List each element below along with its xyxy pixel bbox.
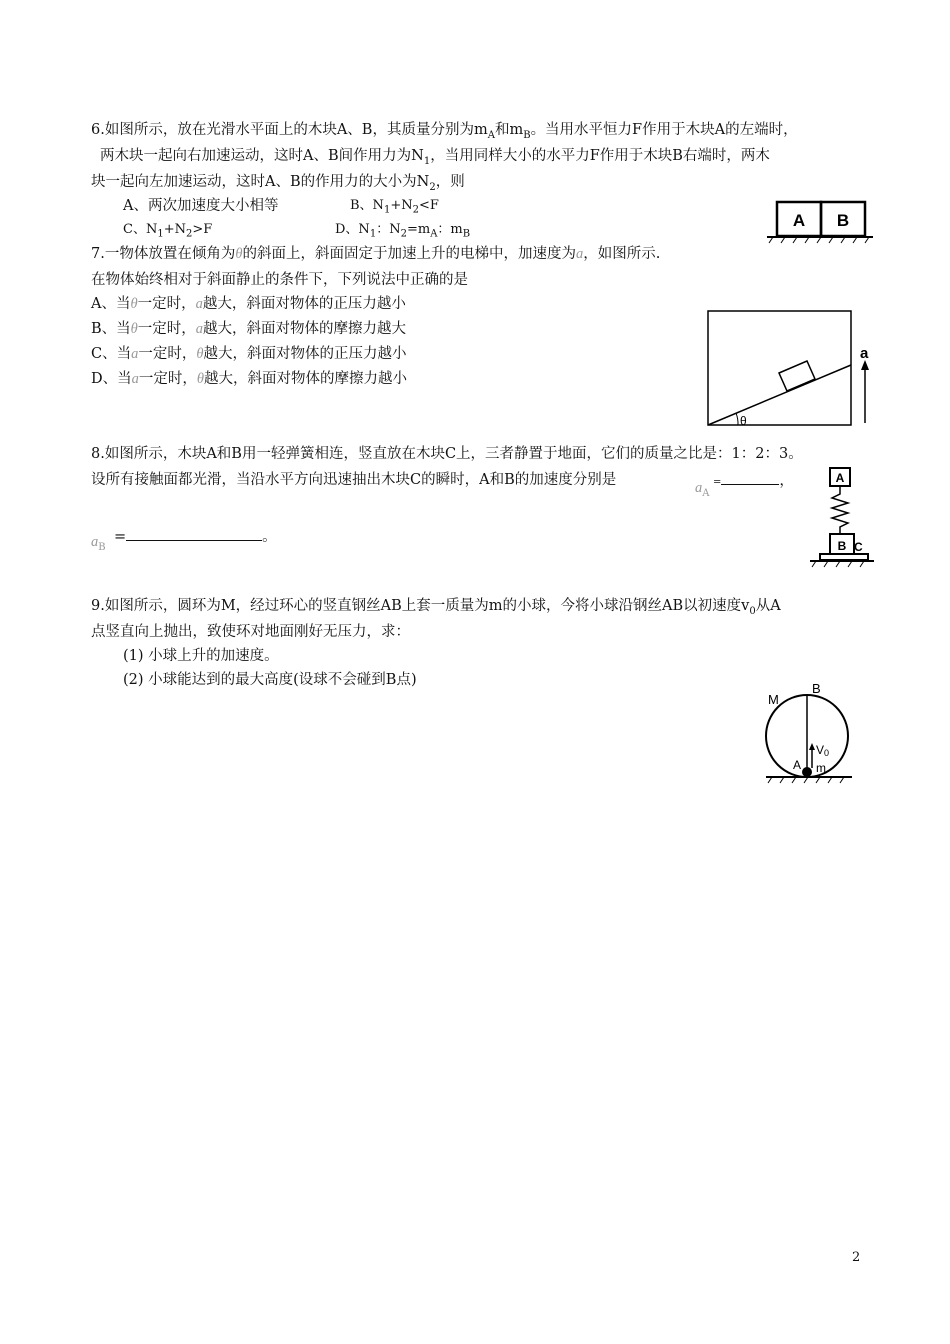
q6-option-b: B、$N_1+N_2<F$: [350, 198, 439, 216]
acceleration-label: a: [860, 345, 869, 362]
q7-option-c: C、当a一定时，θ越大，斜面对物体的正压力越小: [91, 346, 407, 362]
q8-line2: 设所有接触面都光滑，当沿水平方向迅速抽出木块C的瞬时，A和B的加速度分别是: [91, 472, 617, 488]
block-b-label: B: [836, 211, 850, 230]
q7-line1: 7.一物体放置在倾角为θ的斜面上，斜面固定于加速上升的电梯中，加速度为a，如图所示.: [91, 246, 661, 262]
object-block: [779, 361, 815, 391]
q7-option-d: D、当a一定时，θ越大，斜面对物体的摩擦力越小: [91, 371, 408, 387]
block-c-label: C: [854, 540, 863, 554]
q7-option-b: B、当θ一定时，a越大，斜面对物体的摩擦力越大: [91, 321, 407, 337]
ring-label: M: [768, 692, 779, 707]
block-c: [820, 554, 868, 560]
q6-option-d: D、$N_1$：$N_2=m_A$：$m_B$: [335, 222, 471, 240]
q9-item-2: (2) 小球能达到的最大高度(设球不会碰到B点): [123, 672, 417, 688]
block-a-label: A: [792, 211, 806, 230]
theta-label: θ: [740, 414, 747, 428]
q7-line2: 在物体始终相对于斜面静止的条件下，下列说法中正确的是: [91, 272, 468, 288]
point-b-label: B: [812, 681, 821, 696]
q8-aB: $a_B$: [91, 534, 106, 553]
q9-item-1: (1) 小球上升的加速度。: [123, 648, 279, 664]
ball-label: m: [816, 761, 826, 775]
q8-spring-figure: [808, 464, 876, 570]
q7-option-a: A、当θ一定时，a越大，斜面对物体的正压力越小: [91, 296, 406, 312]
angle-arc: [736, 413, 738, 425]
arrow-head: [809, 743, 815, 750]
block-a-label: A: [835, 471, 845, 485]
elevator-box: [708, 311, 851, 425]
q8-line1: 8.如图所示，木块A和B用一轻弹簧相连，竖直放在木块C上，三者静置于地面，它们的质量之比是：1：2：3。: [91, 446, 803, 462]
q6-option-a: A、两次加速度大小相等: [123, 198, 279, 214]
q7-incline-figure: [705, 308, 877, 428]
spring: [832, 486, 848, 534]
point-a-label: A: [793, 758, 802, 772]
small-ball: [802, 767, 812, 777]
q8-aB-blank: = 。: [114, 526, 277, 547]
block-b-label: B: [837, 539, 847, 553]
q9-line1: 9.如图所示，圆环为M，经过环心的竖直钢丝AB上套一质量为m的小球，今将小球沿钢丝AB以初速度$v_0$从A: [91, 598, 781, 617]
q6-line1: 6.如图所示，放在光滑水平面上的木块A、B，其质量分别为$m_A$和$m_B$。当用水平恒力F作用于木块A的左端时，: [91, 122, 798, 141]
velocity-label: V0: [816, 743, 830, 758]
q6-blocks-figure: [765, 198, 875, 244]
q8-aA-blank: = ，: [713, 470, 794, 493]
q9-line2: 点竖直向上抛出，致使环对地面刚好无压力，求：: [91, 624, 410, 640]
q6-line2: 两木块一起向右加速运动，这时A、B间作用力为$N_1$，当用同样大小的水平力F作用于木块B右端时，两木: [100, 148, 770, 167]
q6-option-c: C、$N_1+N_2>F$: [123, 222, 213, 240]
q9-ring-figure: [760, 680, 860, 792]
q8-aA: $a_A$: [695, 480, 710, 499]
page-number: 2: [852, 1250, 861, 1265]
q6-line3: 块一起向左加速运动，这时A、B的作用力的大小为$N_2$，则: [91, 174, 465, 193]
